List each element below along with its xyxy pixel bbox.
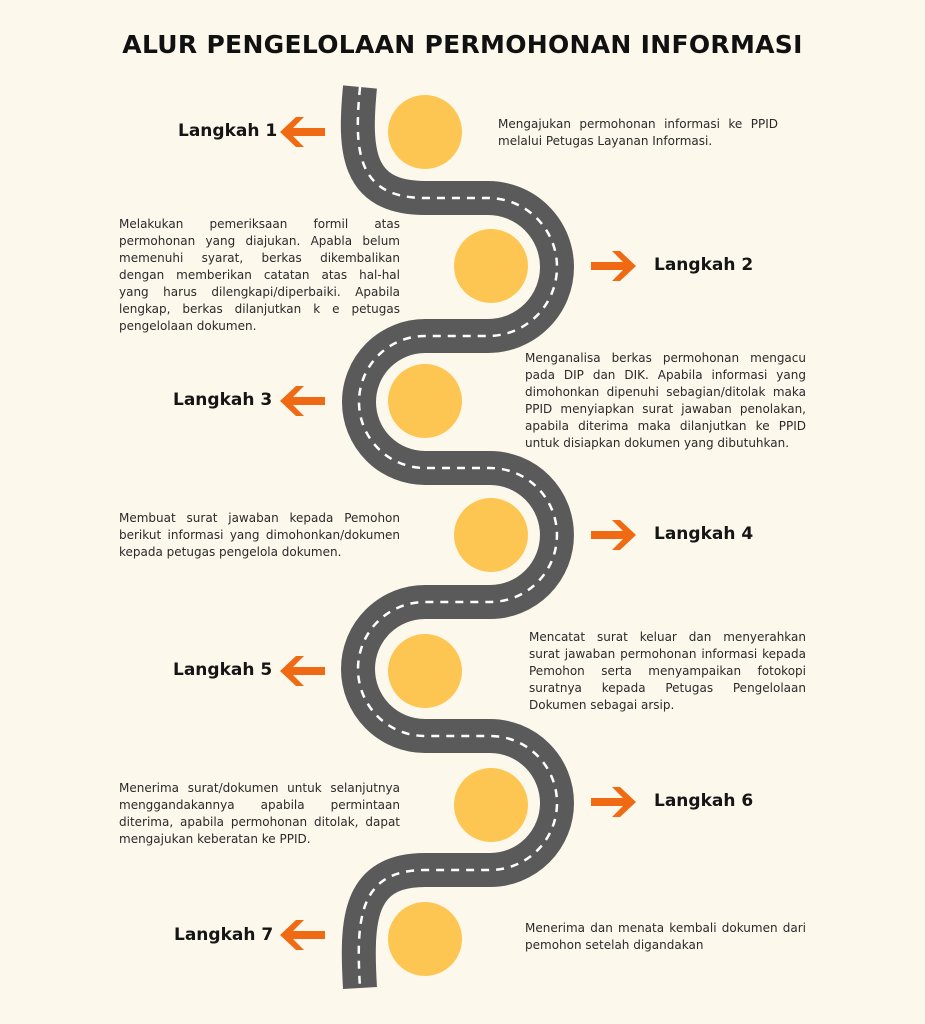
step-label-5: Langkah 5 bbox=[173, 660, 273, 680]
step-label-3: Langkah 3 bbox=[173, 390, 273, 410]
step-description-6: Menerima surat/dokumen untuk selanjutnya menggandakannya apabila permintaan diterima, apabila permohonan ditolak, dapat mengajukan keberatan ke PPID. bbox=[119, 781, 400, 846]
page-title: ALUR PENGELOLAAN PERMOHONAN INFORMASI bbox=[122, 30, 803, 59]
step-label-2: Langkah 2 bbox=[654, 255, 754, 275]
arrow-left-icon bbox=[278, 115, 326, 149]
step-circle-6 bbox=[454, 768, 528, 842]
step-circle-5 bbox=[388, 634, 462, 708]
step-circle-2 bbox=[454, 229, 528, 303]
step-markers bbox=[388, 95, 528, 976]
step-label-7: Langkah 7 bbox=[174, 925, 274, 945]
step-label-4: Langkah 4 bbox=[654, 524, 754, 544]
step-label-1: Langkah 1 bbox=[178, 121, 278, 141]
step-description-5: Mencatat surat keluar dan menyerahkan surat jawaban permohonan informasi kepada Pemohon serta menyampaikan fotokopi suratnya kepada Petugas Pengelolaan Dokumen sebagai arsip. bbox=[529, 630, 806, 712]
arrow-right-icon bbox=[590, 518, 638, 552]
step-circle-7 bbox=[388, 902, 462, 976]
step-description-2: Melakukan pemeriksaan formil atas permohonan yang diajukan. Apabla belum memenuhi syarat, berkas dikembalikan dengan memberikan catatan atas hal-hal yang harus dilengkapi/diperbaiki. Apabila lengkap, berkas dilanjutkan k e petugas pengelolaan dokumen. bbox=[119, 217, 400, 333]
step-label-6: Langkah 6 bbox=[654, 791, 754, 811]
arrow-right-icon bbox=[590, 785, 638, 819]
step-description-4: Membuat surat jawaban kepada Pemohon berikut informasi yang dimohonkan/dokumen kepada petugas pengelola dokumen. bbox=[119, 511, 400, 559]
arrow-right-icon bbox=[590, 249, 638, 283]
arrow-left-icon bbox=[278, 918, 326, 952]
step-circle-1 bbox=[388, 95, 462, 169]
step-description-7: Menerima dan menata kembali dokumen dari pemohon setelah digandakan bbox=[525, 921, 806, 952]
step-circle-4 bbox=[454, 498, 528, 572]
arrow-left-icon bbox=[278, 384, 326, 418]
step-circle-3 bbox=[388, 364, 462, 438]
arrow-left-icon bbox=[278, 654, 326, 688]
step-description-1: Mengajukan permohonan informasi ke PPID melalui Petugas Layanan Informasi. bbox=[498, 117, 778, 148]
step-description-3: Menganalisa berkas permohonan mengacu pada DIP dan DIK. Apabila informasi yang dimohonkan dipenuhi sebagian/ditolak maka PPID menyiapkan surat jawaban penolakan, apabila diterima maka dilanjutkan ke PPID untuk disiapkan dokumen yang dibutuhkan. bbox=[525, 351, 806, 450]
